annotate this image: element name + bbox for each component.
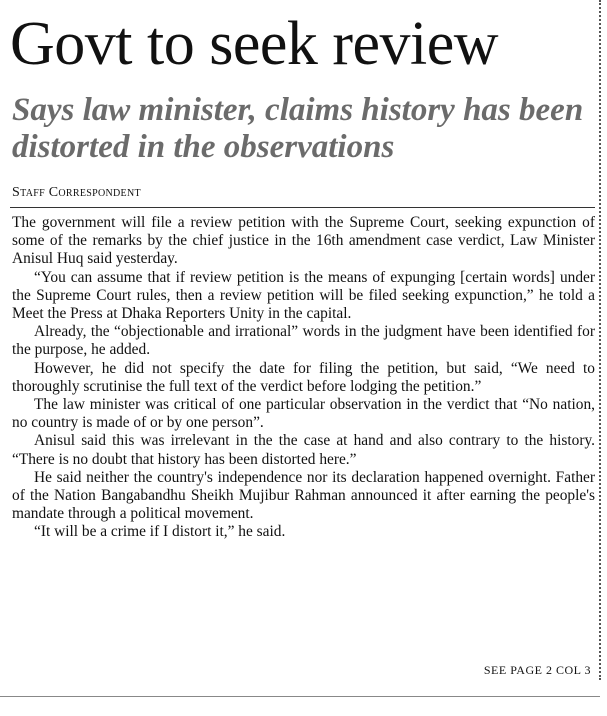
paragraph: Already, the “objectionable and irrational” words in the judgment have been identified for the purpose, he added. — [12, 323, 595, 359]
jump-line[interactable]: SEE PAGE 2 COL 3 — [483, 663, 591, 677]
column-divider — [597, 0, 601, 680]
headline: Govt to seek review — [10, 10, 499, 78]
bottom-rule — [0, 696, 600, 697]
paragraph: However, he did not specify the date for filing the petition, but said, “We need to thoroughly scrutinise the full text of the verdict before lodging the petition.” — [12, 359, 595, 395]
paragraph: Anisul said this was irrelevant in the the case at hand and also contrary to the history. “There is no doubt that history has been distorted here.” — [12, 432, 595, 468]
paragraph: He said neither the country's independence nor its declaration happened overnight. Father of the Nation Bangabandhu Sheikh Mujibur Rahman announced it after earning the people's mandate through a political movement. — [12, 468, 595, 523]
byline-rule — [10, 207, 595, 208]
paragraph: “It will be a crime if I distort it,” he said. — [34, 523, 286, 541]
byline: Staff Correspondent — [12, 185, 141, 200]
paragraph: The law minister was critical of one particular observation in the verdict that “No nation, no country is made of or by one person”. — [12, 396, 595, 432]
paragraph: “You can assume that if review petition is the means of expunging [certain words] under the Supreme Court rules, then a review petition will be filed seeking expunction,” he told a Meet the Press at Dhaka Reporters Unity in the capital. — [12, 268, 595, 323]
subheadline: Says law minister, claims history has been distorted in the observations — [12, 92, 584, 165]
article-body — [12, 214, 595, 542]
paragraph: The government will file a review petition with the Supreme Court, seeking expunction of some of the remarks by the chief justice in the 16th amendment case verdict, Law Minister Anisul Huq said yesterday. — [12, 214, 595, 268]
